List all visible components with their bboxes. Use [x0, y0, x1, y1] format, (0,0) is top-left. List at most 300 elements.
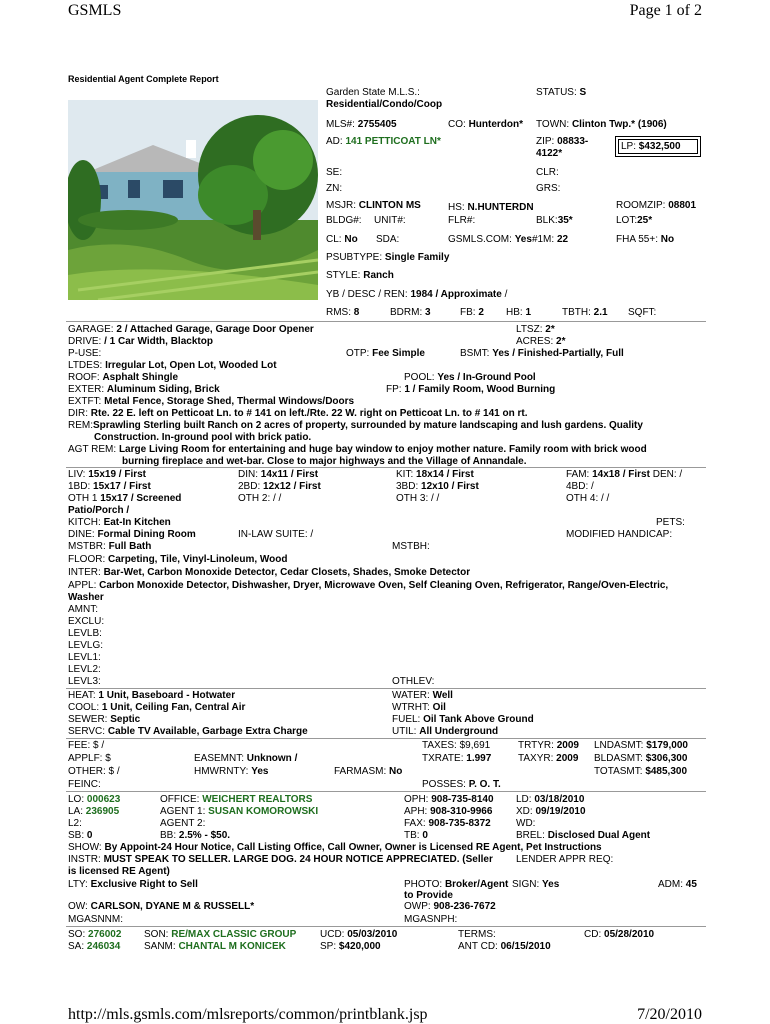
home-warranty-label: HMWRNTY: — [194, 766, 249, 777]
owner-phone-label: OWP: — [404, 901, 431, 912]
pool-field — [404, 372, 536, 384]
mgasnnm-label: MGASNNM: — [68, 914, 123, 925]
level-3-label: LEVL3: — [68, 676, 101, 687]
selling-office-name-label: SON: — [144, 929, 169, 940]
pool-label: POOL: — [404, 372, 435, 383]
roomzip-label: ROOMZIP: — [616, 200, 666, 211]
footer-url[interactable]: http://mls.gsmls.com/mlsreports/common/printblank.jsp — [68, 1006, 428, 1023]
list-date-value: 03/18/2010 — [534, 794, 585, 805]
heat-field — [68, 690, 235, 702]
lot-size-label: LTSZ: — [516, 324, 543, 335]
living-room-value: 15x19 / First — [88, 469, 147, 480]
fax-field — [404, 818, 491, 830]
expiration-date-value: 09/19/2010 — [535, 806, 586, 817]
exterior-features-field — [68, 396, 354, 408]
other-room-3-field: OTH 3: / / — [396, 493, 440, 504]
lot-size-value: 2* — [545, 324, 555, 335]
selling-agent-id-label: SA: — [68, 941, 85, 952]
showing-value: By Appoint-24 Hour Notice, Call Listing Office, Call Owner, Owner is Licensed RE Agent, Pet Instructions — [104, 842, 602, 853]
county-field — [448, 119, 523, 131]
basement-label: BSMT: — [460, 348, 490, 359]
listing-agent-id-link[interactable]: 236905 — [85, 806, 120, 817]
photo-value-cont: to Provide — [404, 890, 453, 901]
status-value: S — [579, 87, 587, 98]
tax-rate-year-value: 2009 — [556, 740, 579, 751]
buyer-broker-comp-value: 2.5% - $50. — [178, 830, 231, 841]
lot-size-field — [516, 324, 555, 336]
sale-price-field — [320, 941, 381, 953]
office-label: OFFICE: — [160, 794, 200, 805]
remarks-line-2: Construction. In-ground pool with brick patio. — [94, 432, 312, 443]
modified-handicap-label: MODIFIED HANDICAP: — [566, 529, 673, 540]
owner-phone-field — [404, 901, 496, 913]
fuel-value: Oil Tank Above Ground — [423, 714, 534, 725]
land-assessment-label: LNDASMT: — [594, 740, 644, 751]
utilities-field — [392, 726, 498, 738]
farm-assessment-value: No — [389, 766, 403, 777]
interior-field — [68, 567, 470, 579]
farm-assessment-field — [334, 766, 402, 778]
instructions-label: INSTR: — [68, 854, 101, 865]
mgasnph-label: MGASNPH: — [404, 914, 458, 925]
other-room-4-field: OTH 4: / / — [566, 493, 610, 504]
town-value: Clinton Twp.* (1906) — [571, 119, 667, 130]
office-field — [160, 794, 312, 806]
roof-field — [68, 372, 178, 384]
full-bath-label: FB: — [460, 307, 476, 318]
feinc-label: FEINC: — [68, 779, 101, 790]
total-assessment-label: TOTASMT: — [594, 766, 643, 777]
services-field — [68, 726, 308, 738]
footer-date: 7/20/2010 — [637, 1006, 702, 1023]
roof-label: ROOF: — [68, 372, 100, 383]
utilities-value: All Underground — [419, 726, 499, 737]
bedroom-1-label: 1BD: — [68, 481, 91, 492]
owner-value: CARLSON, DYANE M & RUSSELL* — [90, 901, 255, 912]
list-price-label: LP: — [621, 141, 637, 152]
total-bath-value: 2.1 — [593, 307, 608, 318]
listing-type-label: LTY: — [68, 879, 88, 890]
kitchen-type-value: Eat-In Kitchen — [103, 517, 171, 528]
high-school-label: HS: — [448, 202, 465, 213]
total-bath-field — [562, 307, 608, 319]
instructions-line-1: MUST SPEAK TO SELLER. LARGE DOG. 24 HOUR NOTICE APPRECIATED. (Seller — [103, 854, 493, 865]
instructions-line-2: is licensed RE Agent) — [68, 866, 170, 877]
sign-field — [512, 879, 559, 891]
im-value: 22 — [556, 234, 569, 245]
transaction-broker-field — [404, 830, 428, 842]
office-phone-label: OPH: — [404, 794, 429, 805]
showing-field — [68, 842, 602, 854]
level-g-label: LEVLG: — [68, 640, 104, 651]
county-value: Hunterdon* — [468, 119, 524, 130]
fireplace-field — [386, 384, 555, 396]
report-title: Residential Agent Complete Report — [68, 74, 219, 84]
buyer-broker-comp-field — [160, 830, 230, 842]
mls-number-label: MLS#: — [326, 119, 355, 130]
garage-value: 2 / Attached Garage, Garage Door Opener — [116, 324, 314, 335]
flooring-value: Carpeting, Tile, Vinyl-Linoleum, Wood — [108, 554, 288, 565]
sqft-label: SQFT: — [628, 307, 657, 318]
other-room-1-label: OTH 1 — [68, 493, 98, 504]
dining-type-label: DINE: — [68, 529, 95, 540]
level-b-label: LEVLB: — [68, 628, 102, 639]
tax-rate-label: TXRATE: — [422, 753, 464, 764]
agent-1-label: AGENT 1: — [160, 806, 206, 817]
under-contract-date-field — [320, 929, 397, 941]
fireplace-label: FP: — [386, 384, 402, 395]
garage-label: GARAGE: — [68, 324, 114, 335]
selling-agent-name-link[interactable]: CHANTAL M KONICEK — [178, 941, 286, 952]
appliances-value-cont: Washer — [68, 592, 104, 603]
bedroom-2-label: 2BD: — [238, 481, 261, 492]
home-warranty-value: Yes — [251, 766, 269, 777]
water-heater-label: WTRHT: — [392, 702, 430, 713]
sign-label: SIGN: — [512, 879, 540, 890]
family-room-field — [566, 469, 682, 481]
fha-label: FHA 55+: — [616, 234, 658, 245]
selling-agent-id-link[interactable]: 246034 — [86, 941, 121, 952]
easement-label: EASEMNT: — [194, 753, 245, 764]
heat-label: HEAT: — [68, 690, 96, 701]
ownership-type-field — [346, 348, 425, 360]
roof-value: Asphalt Shingle — [102, 372, 179, 383]
full-bath-value: 2 — [478, 307, 484, 318]
mls-number-value: 2755405 — [357, 119, 397, 130]
bedroom-4-field: 4BD: / — [566, 481, 594, 492]
selling-office-id-field — [68, 929, 121, 941]
middle-school-label: MSJR: — [326, 200, 356, 211]
acres-field — [516, 336, 565, 348]
block-field — [536, 215, 573, 227]
section-divider — [66, 321, 706, 322]
tax-rate-field — [422, 753, 491, 765]
remarks-label: REM: — [68, 420, 93, 431]
total-bath-label: TBTH: — [562, 307, 591, 318]
pets-label: PETS: — [656, 517, 685, 528]
tax-year-field — [518, 753, 578, 765]
exterior-value: Aluminum Siding, Brick — [106, 384, 220, 395]
bedroom-1-value: 15x17 / First — [93, 481, 151, 492]
mls-name: Garden State M.L.S.: — [326, 87, 420, 98]
under-contract-date-value: 05/03/2010 — [347, 929, 398, 940]
family-room-label: FAM: — [566, 469, 590, 480]
style-field — [326, 270, 394, 282]
showing-label: SHOW: — [68, 842, 102, 853]
section-divider — [66, 467, 706, 468]
fee-label: FEE: $ / — [68, 740, 105, 751]
roomzip-field — [616, 200, 696, 212]
selling-office-name-link[interactable]: RE/MAX CLASSIC GROUP — [171, 929, 297, 940]
appliances-field — [68, 580, 668, 592]
sub-agent-comp-label: SB: — [68, 830, 85, 841]
ownership-type-value: Fee Simple — [372, 348, 425, 359]
tax-rate-year-label: TRTYR: — [518, 740, 554, 751]
high-school-field — [448, 202, 534, 214]
kitchen-room-field — [396, 469, 474, 481]
lot-field — [616, 215, 652, 227]
fireplace-value: 1 / Family Room, Wood Burning — [404, 384, 556, 395]
office-link[interactable]: WEICHERT REALTORS — [202, 794, 313, 805]
withdrawn-date-label: WD: — [516, 818, 536, 829]
list-price-box — [615, 136, 701, 157]
expiration-date-label: XD: — [516, 806, 533, 817]
cl-field — [326, 234, 358, 246]
building-assessment-label: BLDASMT: — [594, 753, 643, 764]
selling-office-id-link[interactable]: 276002 — [88, 929, 122, 940]
list-date-label: LD: — [516, 794, 532, 805]
bedroom-3-field — [396, 481, 479, 493]
agent-remarks-line-2: burning fireplace and wet-bar. Close to major highways and the Village of Annandale. — [122, 456, 527, 467]
gsmls-field — [448, 234, 568, 246]
full-bath-field — [460, 307, 484, 319]
terms-label: TERMS: — [458, 929, 496, 940]
heat-value: 1 Unit, Baseboard - Hotwater — [98, 690, 236, 701]
section-divider — [66, 738, 706, 739]
den-field: DEN: / — [652, 469, 683, 480]
possession-value: P. O. T. — [468, 779, 501, 790]
office-phone-field — [404, 794, 494, 806]
year-built-field — [326, 289, 507, 301]
interior-value: Bar-Wet, Carbon Monoxide Detector, Cedar Closets, Shades, Smoke Detector — [103, 567, 471, 578]
photo-value: Broker/Agent — [444, 879, 509, 890]
agent-1-field — [160, 806, 318, 818]
master-bath-label: MSTBH: — [392, 541, 430, 552]
zip-label: ZIP: — [536, 136, 555, 147]
listing-office-id-label: LO: — [68, 794, 85, 805]
office-phone-value: 908-735-8140 — [431, 794, 494, 805]
in-law-suite-field: IN-LAW SUITE: / — [238, 529, 314, 540]
bedroom-3-value: 12x10 / First — [421, 481, 479, 492]
listing-office-id-link[interactable]: 000623 — [86, 794, 121, 805]
zip-field — [536, 136, 588, 148]
other-room-1-value-cont: Patio/Porch / — [68, 505, 130, 516]
other-room-1-field — [68, 493, 181, 505]
kitchen-room-value: 18x14 / First — [416, 469, 474, 480]
broker-relationship-label: BREL: — [516, 830, 545, 841]
psubtype-field — [326, 252, 449, 264]
fax-label: FAX: — [404, 818, 426, 829]
other-room-2-field: OTH 2: / / — [238, 493, 282, 504]
middle-school-field — [326, 200, 421, 212]
town-label: TOWN: — [536, 119, 570, 130]
water-heater-value: Oil — [432, 702, 446, 713]
high-school-value: N.HUNTERDN — [467, 202, 534, 213]
section-divider — [66, 926, 706, 927]
rooms-value: 8 — [353, 307, 360, 318]
block-value: 35* — [557, 215, 573, 226]
total-assessment-value: $485,300 — [645, 766, 688, 777]
selling-agent-name-field — [144, 941, 286, 953]
possession-label: POSSES: — [422, 779, 466, 790]
sda-label: SDA: — [376, 234, 400, 245]
closing-date-value: 05/28/2010 — [604, 929, 655, 940]
agent-remarks-field — [68, 444, 647, 456]
selling-agent-name-label: SANM: — [144, 941, 176, 952]
owner-field — [68, 901, 254, 913]
cooling-label: COOL: — [68, 702, 100, 713]
buyer-broker-comp-label: BB: — [160, 830, 177, 841]
bedrooms-value: 3 — [425, 307, 431, 318]
status-label: STATUS: — [536, 87, 577, 98]
adm-label: ADM: — [658, 879, 683, 890]
se-label: SE: — [326, 167, 343, 178]
home-warranty-field — [194, 766, 268, 778]
taxes-field — [422, 740, 490, 752]
services-label: SERVC: — [68, 726, 106, 737]
lot-value: 25* — [637, 215, 653, 226]
remarks-field — [68, 420, 643, 432]
bedrooms-field — [390, 307, 431, 319]
land-assessment-value: $179,000 — [646, 740, 688, 751]
agent-remarks-label: AGT REM: — [68, 444, 117, 455]
total-assessment-field — [594, 766, 687, 778]
cooling-field — [68, 702, 245, 714]
transaction-broker-label: TB: — [404, 830, 420, 841]
lot-description-value: Irregular Lot, Open Lot, Wooded Lot — [105, 360, 277, 371]
im-label: #1M: — [531, 234, 555, 245]
rooms-label: RMS: — [326, 307, 351, 318]
services-value: Cable TV Available, Garbage Extra Charge — [107, 726, 308, 737]
possession-field — [422, 779, 501, 791]
applf-label: APPLF: $ — [68, 753, 111, 764]
unit-label: UNIT#: — [374, 215, 406, 226]
garage-field — [68, 324, 314, 336]
zn-label: ZN: — [326, 183, 343, 194]
lot-description-field — [68, 360, 277, 372]
kitchen-type-field — [68, 517, 171, 529]
adm-value: 45 — [685, 879, 697, 890]
building-assessment-value: $306,300 — [645, 753, 688, 764]
water-field — [392, 690, 453, 702]
address-field — [326, 136, 441, 148]
selling-office-id-label: SO: — [68, 929, 86, 940]
tax-year-value: 2009 — [556, 753, 579, 764]
dining-room-field — [238, 469, 318, 481]
listing-agent-id-field — [68, 806, 119, 818]
owner-label: OW: — [68, 901, 88, 912]
flooring-field — [68, 554, 287, 566]
fuel-field — [392, 714, 534, 726]
status-field — [536, 87, 586, 99]
house-photo — [68, 100, 318, 300]
exterior-features-value: Metal Fence, Storage Shed, Thermal Windows/Doors — [104, 396, 355, 407]
listing-office-id-field — [68, 794, 120, 806]
water-heater-field — [392, 702, 446, 714]
other-level-label: OTHLEV: — [392, 676, 435, 687]
town-field — [536, 119, 667, 131]
flooring-label: FLOOR: — [68, 554, 106, 565]
bedrooms-label: BDRM: — [390, 307, 423, 318]
mls-number-field — [326, 119, 397, 131]
list-date-field — [516, 794, 584, 806]
lot-label: LOT: — [616, 215, 638, 226]
directions-field — [68, 408, 528, 420]
interior-label: INTER: — [68, 567, 101, 578]
address-label: AD: — [326, 136, 343, 147]
bedroom-1-field — [68, 481, 151, 493]
kitchen-room-label: KIT: — [396, 469, 414, 480]
fha-field — [616, 234, 674, 246]
fax-value: 908-735-8372 — [428, 818, 491, 829]
drive-value: / 1 Car Width, Blacktop — [104, 336, 213, 347]
lender-approval-label: LENDER APPR REQ: — [516, 854, 614, 865]
closing-date-field — [584, 929, 654, 941]
middle-school-value: CLINTON MS — [358, 200, 421, 211]
listing-agent-id-label: LA: — [68, 806, 84, 817]
directions-value: Rte. 22 E. left on Petticoat Ln. to # 141 on left./Rte. 22 W. right on Petticoat Ln. to # 141 on rt. — [90, 408, 528, 419]
acres-label: ACRES: — [516, 336, 554, 347]
block-label: BLK: — [536, 215, 558, 226]
zip-value: 08833- — [557, 136, 589, 147]
floor-number-label: FLR#: — [448, 215, 476, 226]
level-2-label: LEVL2: — [68, 664, 101, 675]
county-label: CO: — [448, 119, 466, 130]
living-room-label: LIV: — [68, 469, 86, 480]
adm-field — [658, 879, 697, 891]
agent-phone-value: 908-310-9966 — [430, 806, 493, 817]
bedroom-3-label: 3BD: — [396, 481, 419, 492]
fha-value: No — [660, 234, 675, 245]
selling-agent-id-field — [68, 941, 120, 953]
living-room-field — [68, 469, 146, 481]
clr-label: CLR: — [536, 167, 559, 178]
roomzip-value: 08801 — [668, 200, 697, 211]
water-label: WATER: — [392, 690, 430, 701]
dining-room-value: 14x11 / First — [260, 469, 319, 480]
year-built-value: 1984 / Approximate — [410, 289, 502, 300]
master-bedroom-value: Full Bath — [108, 541, 152, 552]
anticipated-closing-value: 06/15/2010 — [500, 941, 551, 952]
bldg-label: BLDG#: — [326, 215, 362, 226]
under-contract-date-label: UCD: — [320, 929, 345, 940]
anticipated-closing-field — [458, 941, 551, 953]
directions-label: DIR: — [68, 408, 88, 419]
master-bedroom-field — [68, 541, 151, 553]
psubtype-label: PSUBTYPE: — [326, 252, 383, 263]
sale-price-value: $420,000 — [338, 941, 381, 952]
broker-relationship-field — [516, 830, 650, 842]
tax-rate-year-field — [518, 740, 579, 752]
land-assessment-field — [594, 740, 688, 752]
water-value: Well — [432, 690, 453, 701]
sale-price-label: SP: — [320, 941, 337, 952]
bedroom-2-field — [238, 481, 321, 493]
master-bedroom-label: MSTBR: — [68, 541, 106, 552]
other-room-1-value: 15x17 / Screened — [100, 493, 182, 504]
basement-field — [460, 348, 624, 360]
drive-field — [68, 336, 213, 348]
gsmls-value: Yes — [514, 234, 532, 245]
lot-description-label: LTDES: — [68, 360, 103, 371]
transaction-broker-value: 0 — [422, 830, 428, 841]
remarks-line-1: Sprawling Sterling built Ranch on 2 acres of property, surrounded by mature landscaping and lush gardens. Quality — [93, 420, 643, 431]
appliances-value: Carbon Monoxide Detector, Dishwasher, Dryer, Microwave Oven, Self Cleaning Oven, Refrigerator, Range/Oven-Electric, — [99, 580, 669, 591]
cl-label: CL: — [326, 234, 342, 245]
exterior-label: EXTER: — [68, 384, 105, 395]
style-label: STYLE: — [326, 270, 361, 281]
address-value[interactable]: 141 PETTICOAT LN* — [345, 136, 441, 147]
amenities-label: AMNT: — [68, 604, 98, 615]
sub-agent-comp-field — [68, 830, 92, 842]
property-type: Residential/Condo/Coop — [326, 99, 443, 110]
closing-date-label: CD: — [584, 929, 602, 940]
exterior-field — [68, 384, 220, 396]
ownership-type-label: OTP: — [346, 348, 370, 359]
agent-1-link[interactable]: SUSAN KOMOROWSKI — [208, 806, 319, 817]
agent-2-label: AGENT 2: — [160, 818, 206, 829]
drive-label: DRIVE: — [68, 336, 102, 347]
